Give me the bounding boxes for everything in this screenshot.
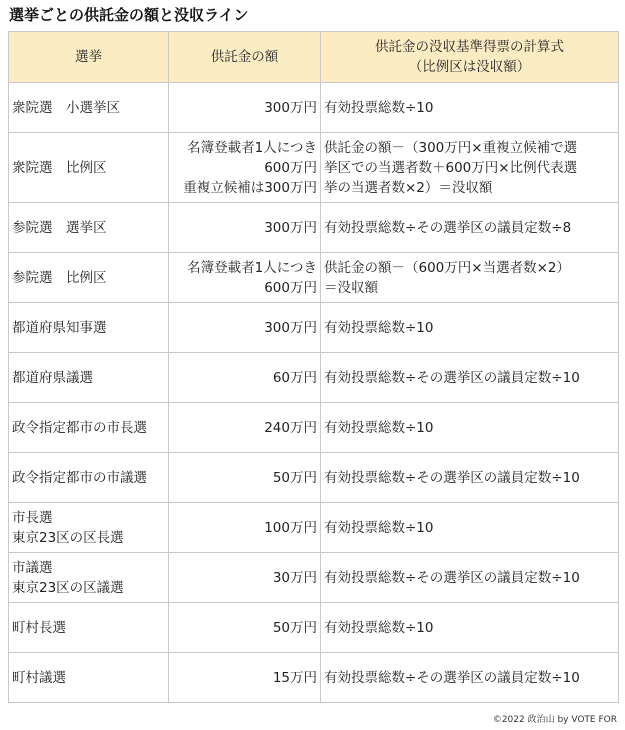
election-cell: 市議選 東京23区の区議選 (9, 553, 169, 603)
deposit-amount-cell: 300万円 (169, 303, 321, 353)
formula-cell: 有効投票総数÷その選挙区の議員定数÷8 (321, 203, 619, 253)
election-cell: 都道府県議選 (9, 353, 169, 403)
table-row (9, 253, 619, 303)
formula-cell: 供託金の額－（300万円×重複立候補で選 挙区での当選者数＋600万円×比例代表選 挙の当選者数×2）＝没収額 (321, 133, 619, 203)
election-cell: 市長選 東京23区の区長選 (9, 503, 169, 553)
formula-cell: 有効投票総数÷10 (321, 403, 619, 453)
formula-cell: 供託金の額－（600万円×当選者数×2） ＝没収額 (321, 253, 619, 303)
formula-cell: 有効投票総数÷10 (321, 603, 619, 653)
election-cell: 政令指定都市の市長選 (9, 403, 169, 453)
table-row (9, 133, 619, 203)
formula-cell: 有効投票総数÷その選挙区の議員定数÷10 (321, 353, 619, 403)
deposit-amount-cell: 30万円 (169, 553, 321, 603)
header-formula-note: （比例区は没収額） (408, 59, 531, 75)
election-cell: 町村長選 (9, 603, 169, 653)
formula-cell: 有効投票総数÷10 (321, 503, 619, 553)
table-row (9, 403, 619, 453)
deposit-amount-cell: 50万円 (169, 453, 321, 503)
table-row (9, 653, 619, 703)
header-amount: 供託金の額 (169, 32, 321, 83)
header-election: 選挙 (9, 32, 169, 83)
table-row (9, 83, 619, 133)
formula-cell: 有効投票総数÷その選挙区の議員定数÷10 (321, 453, 619, 503)
deposit-amount-cell: 60万円 (169, 353, 321, 403)
election-cell: 町村議選 (9, 653, 169, 703)
deposit-amount-cell: 15万円 (169, 653, 321, 703)
election-cell: 衆院選 小選挙区 (9, 83, 169, 133)
election-cell: 都道府県知事選 (9, 303, 169, 353)
deposit-amount-cell: 名簿登載者1人につき 600万円 (169, 253, 321, 303)
deposit-amount-cell: 名簿登載者1人につき 600万円 重複立候補は300万円 (169, 133, 321, 203)
table-row (9, 303, 619, 353)
deposit-amount-cell: 300万円 (169, 203, 321, 253)
deposit-amount-cell: 50万円 (169, 603, 321, 653)
deposit-amount-cell: 240万円 (169, 403, 321, 453)
header-formula-title: 供託金の没収基準得票の計算式 (375, 39, 564, 55)
deposit-amount-cell: 300万円 (169, 83, 321, 133)
formula-cell: 有効投票総数÷10 (321, 303, 619, 353)
table-row (9, 503, 619, 553)
formula-cell: 有効投票総数÷その選挙区の議員定数÷10 (321, 553, 619, 603)
deposit-table (8, 31, 619, 703)
table-header-row (9, 32, 619, 83)
copyright-credit: ©2022 政治山 by VOTE FOR (492, 715, 617, 725)
table-row (9, 353, 619, 403)
formula-cell: 有効投票総数÷その選挙区の議員定数÷10 (321, 653, 619, 703)
election-cell: 衆院選 比例区 (9, 133, 169, 203)
formula-cell: 有効投票総数÷10 (321, 83, 619, 133)
table-row (9, 603, 619, 653)
table-row (9, 203, 619, 253)
election-cell: 参院選 比例区 (9, 253, 169, 303)
election-cell: 参院選 選挙区 (9, 203, 169, 253)
deposit-amount-cell: 100万円 (169, 503, 321, 553)
table-row (9, 553, 619, 603)
header-formula (321, 32, 619, 83)
election-cell: 政令指定都市の市議選 (9, 453, 169, 503)
page-title: 選挙ごとの供託金の額と没収ライン (9, 6, 249, 24)
table-row (9, 453, 619, 503)
